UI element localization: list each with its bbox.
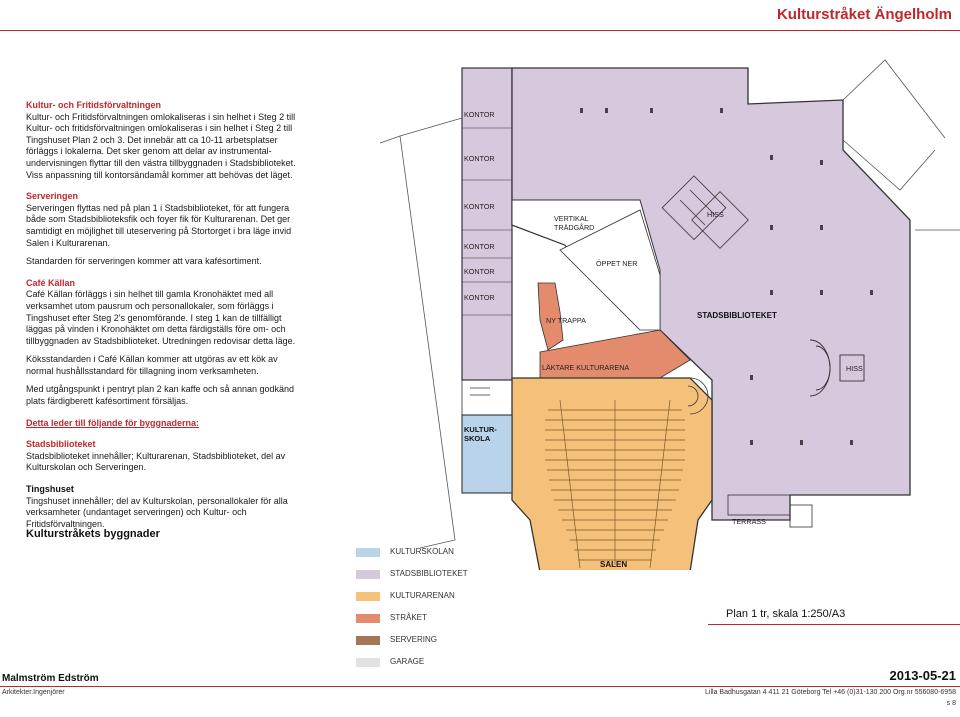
terrass-label: TERRASS: [732, 517, 766, 526]
buildings-title: Kulturstråkets byggnader: [26, 528, 160, 540]
kulturarenan-area: [512, 378, 712, 570]
section-serveringen-body-2: Standarden för serveringen kommer att vara kafésortiment.: [26, 256, 262, 267]
vertikal-label: VERTIKAL: [554, 214, 589, 223]
footer-brand: Malmström Edström: [2, 673, 99, 684]
legend-swatch: [356, 592, 380, 601]
section-cafe-body-2: Köksstandarden i Café Källan kommer att utgöras av ett kök av normal hushållsstandard för tillagning inom verksamheten.: [26, 354, 278, 376]
text-column: [26, 100, 306, 540]
section-kultur-heading: Kultur- och Fritidsförvaltningen: [26, 100, 161, 110]
section-tingshuset-heading: Tingshuset: [26, 484, 74, 495]
legend-label: SERVERING: [390, 635, 437, 644]
section-cafe-heading: Café Källan: [26, 277, 76, 288]
kulturskola-label-1: KULTUR-: [464, 425, 497, 434]
legend-label: STRÅKET: [390, 613, 427, 622]
footer-address: Lilla Badhusgatan 4 411 21 Göteborg Tel +46 (0)31-130 200 Org.nr 556080-6958: [705, 689, 956, 696]
kontor-label-4: KONTOR: [464, 242, 495, 251]
section-cafe-body: Café Källan förläggs i sin helhet till gamla Kronohäktet med all verksamhet utom pausrum och personallokaler, som förläggs i Tingshuset efter Steg 2's genomförande. I steg 1 kan de tillfälligt läggas på vinden i Kronohäktet om detta färdigställs före om- och tillbyggnaden av Stadsbiblioteket. Utredningen redovisar detta läge.: [26, 289, 296, 346]
hiss-label-2: HISS: [846, 364, 863, 373]
section-leder-heading: Detta leder till följande för byggnaderna:: [26, 417, 200, 428]
section-cafe: [26, 278, 306, 408]
legend-item-servering: [356, 636, 556, 650]
kontor-label-3: KONTOR: [464, 202, 495, 211]
legend-item-garage: [356, 658, 556, 672]
section-stadsbib-heading: Stadsbiblioteket: [26, 439, 96, 450]
hiss-label-1: HISS: [707, 210, 724, 219]
legend-swatch: [356, 570, 380, 579]
ny-trappa-label: NY TRAPPA: [546, 316, 586, 325]
legend-label: GARAGE: [390, 657, 425, 666]
section-serveringen-body: Serveringen flyttas ned på plan 1 i Stadsbiblioteket, för att fungera både som Stadsbiblioteksfik och foyer fik för Kulturarenan. Det ger samtidigt en möjlighet till uteservering på Stortorget i bra läge invid Salen i Kulturarenan.: [26, 202, 292, 248]
scale-label: Plan 1 tr, skala 1:250/A3: [726, 608, 846, 620]
legend-item-kulturarenan: [356, 592, 556, 606]
footer-divider: [0, 686, 960, 687]
legend-swatch: [356, 658, 380, 667]
kontor-label-6: KONTOR: [464, 293, 495, 302]
section-stadsbib: [26, 439, 306, 474]
footer-subtitle: Arkitekter.Ingenjörer: [2, 689, 65, 696]
floor-plan: [355, 40, 960, 570]
legend-item-kulturskolan: [356, 548, 556, 562]
header-divider: [0, 30, 960, 31]
page-title: Kulturstråket Ängelholm: [776, 6, 952, 23]
section-leder: [26, 418, 306, 430]
page-number: s 8: [946, 700, 956, 707]
legend-swatch: [356, 636, 380, 645]
section-tingshuset-body: Tingshuset innehåller; del av Kulturskolan, personallokaler för alla verksamheter (undantaget serveringen) och Kultur- och Fritidsförvaltningen.: [26, 495, 288, 529]
legend-item-stadsbiblioteket: [356, 570, 556, 584]
section-serveringen-heading: Serveringen: [26, 191, 79, 202]
kontor-label-5: KONTOR: [464, 267, 495, 276]
laktare-label: LÄKTARE KULTURARENA: [542, 363, 630, 372]
section-kultur-body: Kultur- och Fritidsförvaltningen omlokaliseras i sin helhet i Steg 2 till Kultur- och fritidsförvaltningen omlokaliseras i sin helhet i Steg 2 till Tingshuset Plan 2 och 3. Det innebär att ca 10-11 arbetsplatser förläggs i lokalerna. Det sker genom att delar av instrumental-undervisningen flyttar till den västra tillbyggnaden i Stadsbiblioteket. Viss anpassning till kontorsändamål kommer att behövas det läget.: [26, 111, 296, 180]
footer-date: 2013-05-21: [889, 668, 956, 683]
legend-item-straket: [356, 614, 556, 628]
section-tingshuset: [26, 484, 306, 530]
section-serveringen: [26, 191, 306, 268]
tradgard-label: TRÄDGÅRD: [554, 223, 595, 232]
kontor-label-2: KONTOR: [464, 154, 495, 163]
salen-label: SALEN: [600, 560, 628, 569]
section-cafe-body-3: Med utgångspunkt i pentryt plan 2 kan kaffe och så annan godkänd plats färdigberett kafésortiment försäljas.: [26, 384, 295, 407]
section-stadsbib-body: Stadsbiblioteket innehåller; Kulturarenan, Stadsbiblioteket, del av Kulturskolan och Serveringen.: [26, 450, 286, 473]
kulturskola-label-2: SKOLA: [464, 434, 491, 443]
legend-swatch: [356, 548, 380, 557]
legend-label: KULTURSKOLAN: [390, 547, 454, 556]
kontor-label-1: KONTOR: [464, 110, 495, 119]
legend-label: STADSBIBLIOTEKET: [390, 569, 468, 578]
legend-label: KULTURARENAN: [390, 591, 455, 600]
section-kultur: [26, 100, 306, 181]
stadsbiblioteket-label: STADSBIBLIOTEKET: [697, 311, 777, 320]
legend-swatch: [356, 614, 380, 623]
scale-divider: [708, 624, 960, 625]
oppet-ner-label: ÖPPET NER: [596, 259, 638, 268]
